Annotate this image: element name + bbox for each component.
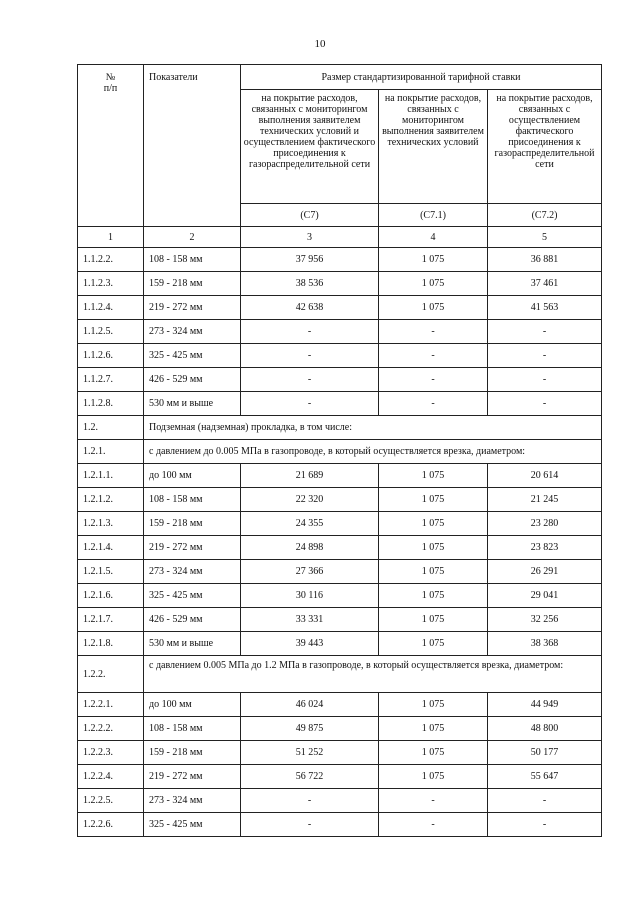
value-c7-1: 1 075 (379, 693, 488, 717)
column-number: 5 (488, 227, 602, 248)
tariff-table (77, 64, 602, 837)
table-row (78, 368, 602, 392)
header-sub-c7-1: на покрытие расходов, связанных с мониторингом выполнения заявителем технических условий (379, 90, 488, 204)
row-number: 1.2. (78, 416, 144, 440)
value-c7-2: - (488, 344, 602, 368)
value-c7: 30 116 (241, 584, 379, 608)
value-c7-1: 1 075 (379, 632, 488, 656)
header-col-indicators: Показатели (144, 65, 241, 227)
table-row (78, 789, 602, 813)
table-row (78, 296, 602, 320)
indicator-cell: 273 - 324 мм (144, 560, 241, 584)
value-c7-1: - (379, 368, 488, 392)
value-c7-1: 1 075 (379, 512, 488, 536)
row-number: 1.2.2.5. (78, 789, 144, 813)
value-c7-1: - (379, 789, 488, 813)
row-number: 1.2.2.2. (78, 717, 144, 741)
indicator-cell: 273 - 324 мм (144, 789, 241, 813)
value-c7: 21 689 (241, 464, 379, 488)
value-c7-2: - (488, 392, 602, 416)
value-c7-2: 48 800 (488, 717, 602, 741)
indicator-cell: 426 - 529 мм (144, 368, 241, 392)
table-row (78, 320, 602, 344)
header-col-number: № п/п (78, 65, 144, 227)
table-row (78, 248, 602, 272)
row-number: 1.2.2.6. (78, 813, 144, 837)
indicator-cell: 325 - 425 мм (144, 584, 241, 608)
value-c7-1: - (379, 813, 488, 837)
table-row (78, 584, 602, 608)
value-c7: 38 536 (241, 272, 379, 296)
indicator-cell: 325 - 425 мм (144, 813, 241, 837)
value-c7: 46 024 (241, 693, 379, 717)
column-number: 1 (78, 227, 144, 248)
value-c7-1: 1 075 (379, 248, 488, 272)
value-c7-2: 50 177 (488, 741, 602, 765)
value-c7: - (241, 320, 379, 344)
row-number: 1.2.1.4. (78, 536, 144, 560)
value-c7-2: 23 280 (488, 512, 602, 536)
value-c7-2: 21 245 (488, 488, 602, 512)
row-number: 1.2.1.1. (78, 464, 144, 488)
value-c7: 33 331 (241, 608, 379, 632)
value-c7-2: 29 041 (488, 584, 602, 608)
value-c7-1: 1 075 (379, 584, 488, 608)
value-c7: 49 875 (241, 717, 379, 741)
value-c7-2: 36 881 (488, 248, 602, 272)
value-c7-2: 20 614 (488, 464, 602, 488)
indicator-cell: 426 - 529 мм (144, 608, 241, 632)
row-number: 1.2.1.2. (78, 488, 144, 512)
row-number: 1.2.1.6. (78, 584, 144, 608)
table-row (78, 488, 602, 512)
indicator-cell: 325 - 425 мм (144, 344, 241, 368)
table-row (78, 717, 602, 741)
header-code-c7-2: (С7.2) (488, 204, 602, 227)
header-code-c7-1: (С7.1) (379, 204, 488, 227)
indicator-cell: 108 - 158 мм (144, 248, 241, 272)
value-c7: 24 355 (241, 512, 379, 536)
table-row (78, 813, 602, 837)
row-number: 1.2.1.3. (78, 512, 144, 536)
value-c7-1: - (379, 392, 488, 416)
value-c7-1: 1 075 (379, 296, 488, 320)
value-c7-1: - (379, 344, 488, 368)
section-row (78, 656, 602, 693)
value-c7-2: 41 563 (488, 296, 602, 320)
table-row (78, 741, 602, 765)
section-row (78, 416, 602, 440)
row-number: 1.1.2.6. (78, 344, 144, 368)
row-number: 1.2.2. (78, 656, 144, 693)
table-row (78, 512, 602, 536)
section-title: с давлением до 0.005 МПа в газопроводе, в который осуществляется врезка, диаметром: (144, 440, 602, 464)
value-c7-2: - (488, 789, 602, 813)
value-c7-1: 1 075 (379, 717, 488, 741)
header-sub-c7: на покрытие расходов, связанных с мониторингом выполнения заявителем технических условий и осуществлением фактического присоединения к газораспределительной сети (241, 90, 379, 204)
value-c7-2: 32 256 (488, 608, 602, 632)
value-c7-2: - (488, 320, 602, 344)
value-c7-1: - (379, 320, 488, 344)
indicator-cell: 159 - 218 мм (144, 512, 241, 536)
value-c7-2: 37 461 (488, 272, 602, 296)
section-row (78, 440, 602, 464)
value-c7-2: 23 823 (488, 536, 602, 560)
indicator-cell: до 100 мм (144, 693, 241, 717)
indicator-cell: 273 - 324 мм (144, 320, 241, 344)
indicator-cell: 159 - 218 мм (144, 741, 241, 765)
value-c7-2: 44 949 (488, 693, 602, 717)
value-c7-1: 1 075 (379, 741, 488, 765)
column-numbers-row (78, 227, 602, 248)
value-c7: - (241, 392, 379, 416)
value-c7: - (241, 368, 379, 392)
value-c7-2: - (488, 368, 602, 392)
indicator-cell: 108 - 158 мм (144, 717, 241, 741)
value-c7-1: 1 075 (379, 536, 488, 560)
row-number: 1.1.2.8. (78, 392, 144, 416)
header-code-c7: (С7) (241, 204, 379, 227)
header-sub-c7-2: на покрытие расходов, связанных с осуществлением фактического присоединения к газораспределительной сети (488, 90, 602, 204)
value-c7: - (241, 789, 379, 813)
table-row (78, 392, 602, 416)
value-c7-1: 1 075 (379, 608, 488, 632)
indicator-cell: 219 - 272 мм (144, 765, 241, 789)
value-c7-1: 1 075 (379, 488, 488, 512)
column-number: 2 (144, 227, 241, 248)
value-c7-2: 55 647 (488, 765, 602, 789)
table-row (78, 632, 602, 656)
row-number: 1.2.1.5. (78, 560, 144, 584)
column-number: 4 (379, 227, 488, 248)
indicator-cell: 219 - 272 мм (144, 296, 241, 320)
value-c7: - (241, 813, 379, 837)
indicator-cell: 159 - 218 мм (144, 272, 241, 296)
row-number: 1.2.1.8. (78, 632, 144, 656)
row-number: 1.1.2.3. (78, 272, 144, 296)
value-c7: - (241, 344, 379, 368)
value-c7-2: 26 291 (488, 560, 602, 584)
value-c7-1: 1 075 (379, 560, 488, 584)
table-row (78, 560, 602, 584)
indicator-cell: 108 - 158 мм (144, 488, 241, 512)
value-c7-2: - (488, 813, 602, 837)
row-number: 1.1.2.7. (78, 368, 144, 392)
page-number: 10 (314, 38, 326, 50)
indicator-cell: 530 мм и выше (144, 632, 241, 656)
indicator-cell: до 100 мм (144, 464, 241, 488)
row-number: 1.1.2.4. (78, 296, 144, 320)
value-c7: 24 898 (241, 536, 379, 560)
value-c7: 51 252 (241, 741, 379, 765)
indicator-cell: 219 - 272 мм (144, 536, 241, 560)
row-number: 1.1.2.5. (78, 320, 144, 344)
row-number: 1.2.1.7. (78, 608, 144, 632)
table-row (78, 464, 602, 488)
table-row (78, 536, 602, 560)
section-title: Подземная (надземная) прокладка, в том числе: (144, 416, 602, 440)
row-number: 1.2.2.4. (78, 765, 144, 789)
value-c7-1: 1 075 (379, 464, 488, 488)
value-c7-1: 1 075 (379, 272, 488, 296)
table-row (78, 765, 602, 789)
table-row (78, 344, 602, 368)
row-number: 1.2.2.1. (78, 693, 144, 717)
value-c7: 37 956 (241, 248, 379, 272)
value-c7: 56 722 (241, 765, 379, 789)
table-row (78, 608, 602, 632)
section-title: с давлением 0.005 МПа до 1.2 МПа в газопроводе, в который осуществляется врезка, диаметром: (144, 656, 602, 693)
table-row (78, 693, 602, 717)
indicator-cell: 530 мм и выше (144, 392, 241, 416)
column-number: 3 (241, 227, 379, 248)
value-c7-2: 38 368 (488, 632, 602, 656)
header-col-group: Размер стандартизированной тарифной ставки (241, 65, 602, 90)
value-c7-1: 1 075 (379, 765, 488, 789)
value-c7: 27 366 (241, 560, 379, 584)
value-c7: 42 638 (241, 296, 379, 320)
row-number: 1.2.2.3. (78, 741, 144, 765)
row-number: 1.1.2.2. (78, 248, 144, 272)
row-number: 1.2.1. (78, 440, 144, 464)
value-c7: 39 443 (241, 632, 379, 656)
table-row (78, 272, 602, 296)
value-c7: 22 320 (241, 488, 379, 512)
